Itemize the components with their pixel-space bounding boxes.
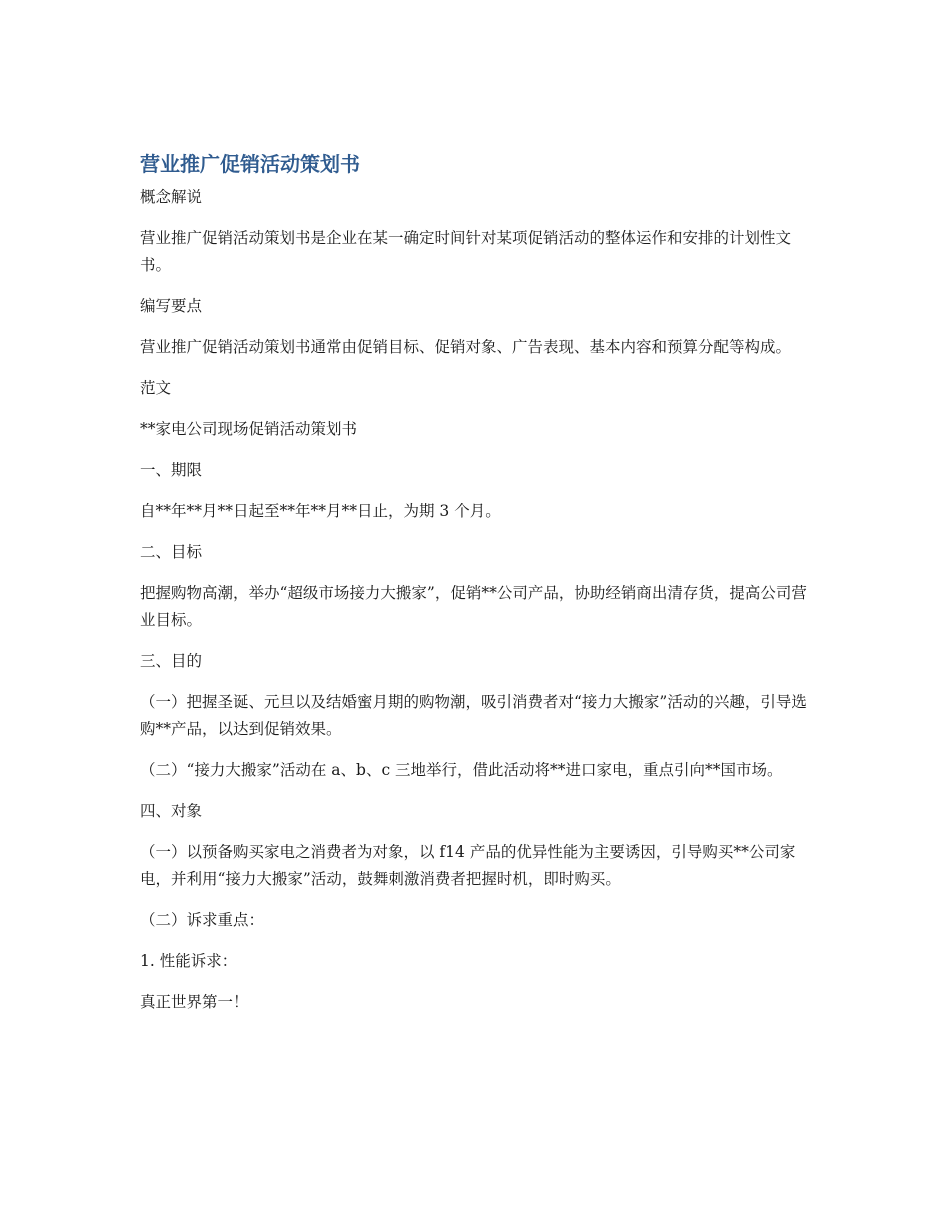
heading-period: 一、期限 xyxy=(140,461,203,479)
document-title: 营业推广促销活动策划书 xyxy=(140,152,360,176)
paragraph-purpose-2: （二）“接力大搬家”活动在 a、b、c 三地举行，借此活动将**进口家电，重点引向**国市场。 xyxy=(140,761,783,779)
document-page xyxy=(140,150,810,1030)
paragraph-goal: 把握购物高潮，举办“超级市场接力大搬家”，促销**公司产品，协助经销商出清存货，提高公司营业目标。 xyxy=(140,584,807,629)
paragraph-purpose-1: （一）把握圣诞、元旦以及结婚蜜月期的购物潮，吸引消费者对“接力大搬家”活动的兴趣，引导选购**产品，以达到促销效果。 xyxy=(140,693,807,738)
paragraph-slogan: 真正世界第一！ xyxy=(140,993,249,1011)
sample-title: **家电公司现场促销活动策划书 xyxy=(140,420,358,438)
section-heading-key-points: 编写要点 xyxy=(140,297,203,315)
paragraph-target-2: （二）诉求重点： xyxy=(140,911,265,929)
heading-target: 四、对象 xyxy=(140,802,203,820)
heading-purpose: 三、目的 xyxy=(140,652,203,670)
paragraph-period: 自**年**月**日起至**年**月**日止，为期 3 个月。 xyxy=(140,502,501,520)
section-heading-concept: 概念解说 xyxy=(140,188,203,206)
section-heading-sample: 范文 xyxy=(140,379,172,397)
paragraph-performance-appeal: 1. 性能诉求： xyxy=(140,952,238,970)
paragraph-concept: 营业推广促销活动策划书是企业在某一确定时间针对某项促销活动的整体运作和安排的计划性文书。 xyxy=(140,229,792,274)
paragraph-target-1: （一）以预备购买家电之消费者为对象，以 f14 产品的优异性能为主要诱因，引导购买**公司家电，并利用“接力大搬家”活动，鼓舞刺激消费者把握时机，即时购买。 xyxy=(140,843,796,888)
paragraph-key-points: 营业推广促销活动策划书通常由促销目标、促销对象、广告表现、基本内容和预算分配等构成。 xyxy=(140,338,792,356)
heading-goal: 二、目标 xyxy=(140,543,203,561)
